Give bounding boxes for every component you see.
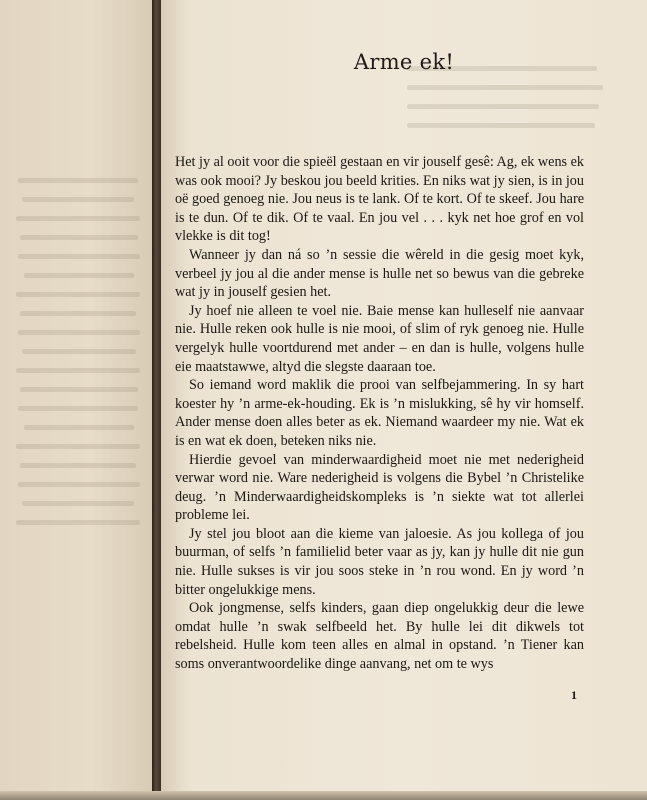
- paragraph: Hierdie gevoel van minderwaardigheid moet nie met nederigheid verwar word nie. Ware nederigheid is volgens die Bybel ’n Christelike deug. ’n Minderwaardigheidskompleks is ’n siekte wat tot allerlei probleme lei.: [175, 451, 584, 524]
- paragraph: Jy hoef nie alleen te voel nie. Baie mense kan hulleself nie aanvaar nie. Hulle reken ook hulle is nie mooi, of slim of ryk genoeg nie. Hulle vergelyk hulle voortdurend met ander – en dan is hulle, volgens hulle eie maatstawwe, altyd die slegste daaraan toe.: [175, 302, 584, 375]
- paragraph: Jy stel jou bloot aan die kieme van jaloesie. As jou kollega of jou buurman, of selfs ’n familielid beter vaar as jy, kan jy hulle dit nie gun nie. Hulle sukses is vir jou soos steke in ’n rou wond. En jy word ’n bitter ongelukkige mens.: [175, 525, 584, 598]
- chapter-title: Arme ek!: [353, 50, 455, 74]
- book-spine: [152, 0, 161, 800]
- paragraph: Ook jongmense, selfs kinders, gaan diep ongelukkig deur die lewe omdat hulle ’n swak selfbeeld het. By hulle lei dit dikwels tot rebelsheid. Hulle kom teen alles en almal in opstand. ’n Tiener kan soms onverantwoordelike dinge aanvang, net om te wys: [175, 600, 584, 673]
- left-page: [0, 0, 152, 800]
- body-text: [175, 153, 584, 674]
- page-bottom-edge: [0, 791, 647, 800]
- page-number: 1: [571, 688, 577, 702]
- paragraph: So iemand word maklik die prooi van selfbejammering. In sy hart koester hy ’n arme-ek-houding. Ek is ’n mislukking, sê hy vir homself. Ander mense doen alles beter as ek. Niemand waardeer my nie. Wat ek is en wat ek doen, beteken niks nie.: [175, 377, 584, 449]
- paragraph: Het jy al ooit voor die spieël gestaan en vir jouself gesê: Ag, ek wens ek was ook mooi? Jy beskou jou beeld krities. En niks wat jy sien, is in jou oë goed genoeg nie. Jou neus is te lank. Of te kort. Of te skeef. Jou hare is te dun. Of te dik. Of te vaal. En jou vel . . . kyk net hoe grof en vol vlekke is dit tog!: [175, 154, 584, 245]
- paragraph: Wanneer jy dan ná so ’n sessie die wêreld in die gesig moet kyk, verbeel jy jou al die ander mense is hulle net so bewus van die gebreke wat jy in jouself gesien het.: [175, 246, 584, 301]
